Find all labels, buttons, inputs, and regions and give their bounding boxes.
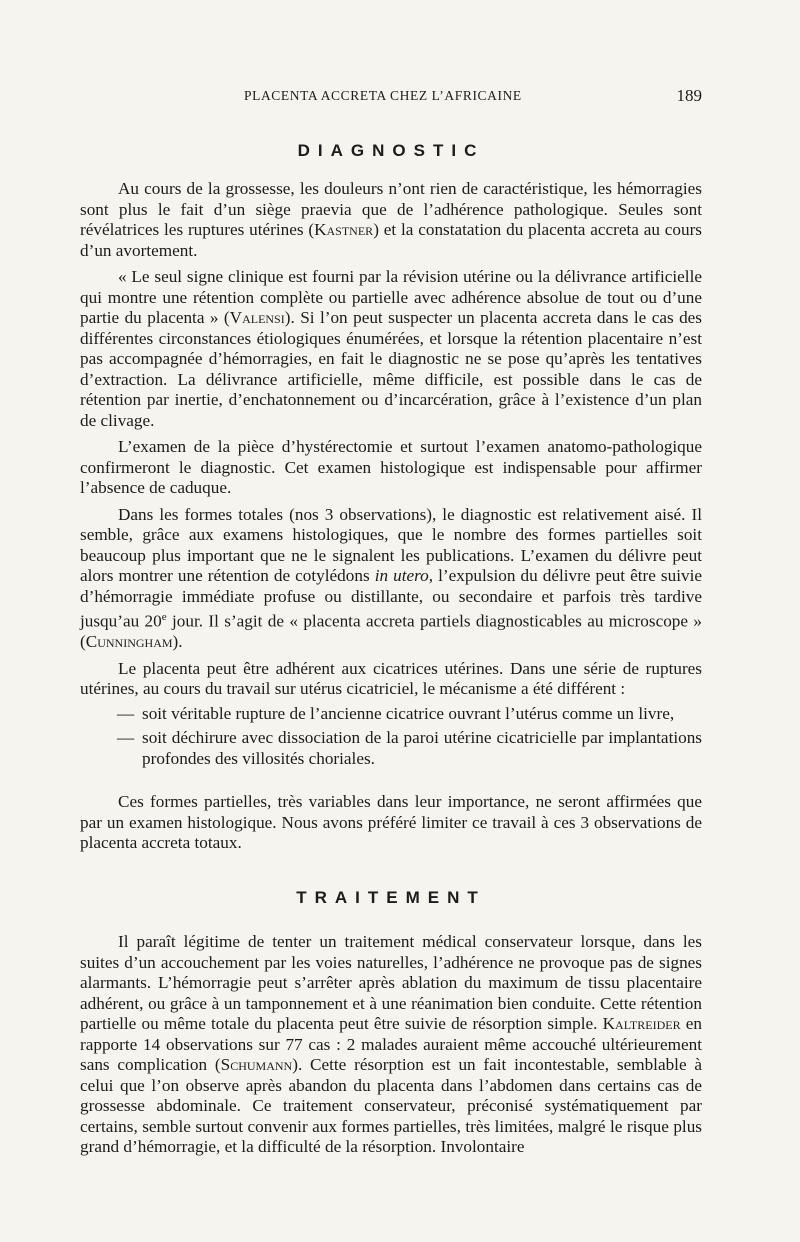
paragraph: Dans les formes totales (nos 3 observations), le diagnostic est relativement aisé. Il semble, grâce aux examens histologiques, que le nombre des formes partielles soit beaucoup plus important que ne le signalent les publications. L’examen du délivre peut alors montrer une rétention de cotylédons in utero, l’expulsion du délivre peut être suivie d’hémorragie immédiate profuse ou distillante, ou secondaire et parfois très tardive jusqu’au 20e jour. Il s’agit de « placenta accreta partiels diagnosticables au microscope » (Cunningham).	[80, 504, 702, 652]
author-citation: Cunningham	[85, 632, 173, 652]
dash-list	[80, 704, 702, 770]
author-citation: Kaltreider	[602, 1014, 681, 1033]
running-head	[80, 86, 702, 108]
author-citation: Valensi	[229, 308, 285, 327]
diagnostic-conclusion	[80, 792, 702, 854]
italic-term: in utero	[374, 566, 429, 585]
heading-traitement: TRAITEMENT	[296, 888, 486, 907]
paragraph: Ces formes partielles, très variables dans leur importance, ne seront affirmées que par un examen histologique. Nous avons préféré limiter ce travail à ces 3 observations de placenta accreta totaux.	[80, 792, 702, 852]
author-citation: Schumann	[220, 1055, 293, 1074]
traitement-body	[80, 932, 702, 1158]
paragraph: Au cours de la grossesse, les douleurs n’ont rien de caractéristique, les hémorragies sont plus le fait d’un siège praevia que de l’adhérence pathologique. Seules sont révélatrices les ruptures utérines (Kastner) et la constatation du placenta accreta au cours d’un avortement.	[80, 179, 702, 260]
author-citation: Kastner	[314, 220, 374, 239]
paragraph: L’examen de la pièce d’hystérectomie et surtout l’examen anatomo-pathologique confirmeront le diagnostic. Cet examen histologique est indispensable pour affirmer l’absence de caduque.	[80, 437, 702, 497]
list-item: — soit déchirure avec dissociation de la paroi utérine cicatricielle par implantations profondes des villosités choriales.	[117, 728, 702, 768]
page-number: 189	[676, 86, 702, 105]
heading-diagnostic: DIAGNOSTIC	[297, 141, 485, 160]
paragraph: Le placenta peut être adhérent aux cicatrices utérines. Dans une série de ruptures utérines, au cours du travail sur utérus cicatriciel, le mécanisme a été différent :	[80, 658, 702, 699]
paragraph: Il paraît légitime de tenter un traitement médical conservateur lorsque, dans les suites d’un accouchement par les voies naturelles, l’adhérence ne provoque pas de signes alarmants. L’hémorragie peut s’arrêter après ablation du maximum de tissu placentaire adhérent, ou grâce à un tamponnement et à une réanimation bien conduite. Cette rétention partielle ou même totale du placenta peut être suivie de résorption simple. Kaltreider en rapporte 14 observations sur 77 cas : 2 malades auraient même accouché ultérieurement sans complication (Schumann). Cette résorption est un fait incontestable, semblable à celui que l’on observe après abandon du placenta dans l’abdomen dans certains cas de grossesse abdominale. Ce traitement conservateur, préconisé systématiquement par certains, semble surtout convenir aux formes partielles, très limitées, malgré le risque plus grand d’hémorragie, et la difficulté de la résorption. Involontaire	[80, 932, 702, 1156]
list-item: — soit véritable rupture de l’ancienne cicatrice ouvrant l’utérus comme un livre,	[117, 703, 675, 723]
paragraph: « Le seul signe clinique est fourni par la révision utérine ou la délivrance artificielle qui montre une rétention complète ou partielle avec adhérence absolue de tout ou d’une partie du placenta » (Valensi). Si l’on peut suspecter un placenta accreta dans le cas des différentes circonstances étiologiques énumérées, et lorsque la rétention placentaire n’est pas accompagnée d’hémorragies, en fait le diagnostic ne se pose qu’après les tentatives d’extraction. La délivrance artificielle, même difficile, est possible dans le cas de rétention par inertie, d’enchatonnement ou d’incarcération, grâce à l’existence d’un plan de clivage.	[80, 267, 702, 430]
diagnostic-body	[80, 179, 702, 769]
running-title: PLACENTA ACCRETA CHEZ L’AFRICAINE	[244, 88, 522, 103]
